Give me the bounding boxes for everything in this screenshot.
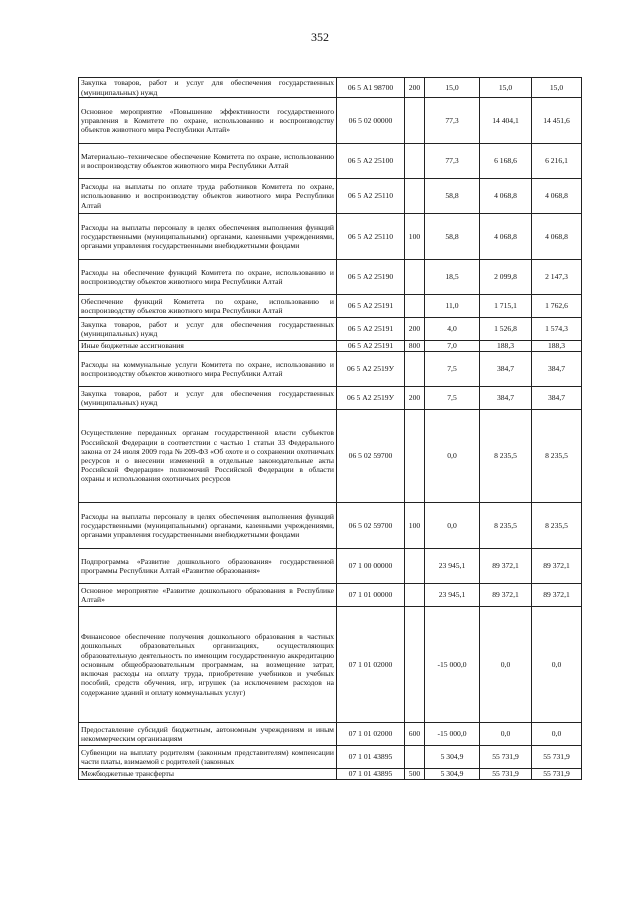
cell-vr: 100 — [405, 214, 425, 260]
cell-csr: 06 5 02 59700 — [337, 410, 405, 503]
budget-table-body — [79, 78, 582, 780]
cell-name: Расходы на выплаты персоналу в целях обеспечения выполнения функций государственными (муниципальными) органами, казенными учреждениями, органами управления государственными внебюджетными фондами — [79, 503, 337, 549]
cell-vr — [405, 746, 425, 769]
cell-v3: 1 574,3 — [532, 318, 582, 341]
cell-vr: 100 — [405, 503, 425, 549]
cell-v2: 89 372,1 — [480, 584, 532, 607]
cell-v2: 4 068,8 — [480, 179, 532, 214]
cell-v1: 58,8 — [425, 214, 480, 260]
cell-vr — [405, 607, 425, 723]
cell-name: Предоставление субсидий бюджетным, автономным учреждениям и иным некоммерческим организациям — [79, 723, 337, 746]
cell-v1: 18,5 — [425, 260, 480, 295]
table-row — [79, 144, 582, 179]
cell-name: Межбюджетные трансферты — [79, 769, 337, 780]
cell-csr: 06 5 А2 25100 — [337, 144, 405, 179]
cell-v1: -15 000,0 — [425, 607, 480, 723]
cell-v2: 6 168,6 — [480, 144, 532, 179]
cell-vr — [405, 410, 425, 503]
cell-vr — [405, 295, 425, 318]
cell-v3: 4 068,8 — [532, 214, 582, 260]
table-row — [79, 214, 582, 260]
cell-csr: 06 5 02 00000 — [337, 98, 405, 144]
cell-csr: 06 5 02 59700 — [337, 503, 405, 549]
cell-csr: 07 1 01 43895 — [337, 769, 405, 780]
cell-v3: 6 216,1 — [532, 144, 582, 179]
cell-v1: 7,5 — [425, 387, 480, 410]
cell-csr: 07 1 01 00000 — [337, 584, 405, 607]
cell-v2: 0,0 — [480, 607, 532, 723]
cell-name: Подпрограмма «Развитие дошкольного образования» государственной программы Республики Алтай «Развитие образования» — [79, 549, 337, 584]
cell-v3: 4 068,8 — [532, 179, 582, 214]
cell-v3: 1 762,6 — [532, 295, 582, 318]
table-row — [79, 318, 582, 341]
table-row — [79, 549, 582, 584]
cell-v1: 5 304,9 — [425, 746, 480, 769]
cell-v1: 58,8 — [425, 179, 480, 214]
cell-name: Основное мероприятие «Повышение эффективности государственного управления в Комитете по охране, использованию и воспроизводству объектов животного мира Республики Алтай» — [79, 98, 337, 144]
cell-v3: 89 372,1 — [532, 584, 582, 607]
cell-v2: 89 372,1 — [480, 549, 532, 584]
cell-vr: 800 — [405, 341, 425, 352]
cell-csr: 06 5 А2 25191 — [337, 318, 405, 341]
cell-v1: -15 000,0 — [425, 723, 480, 746]
cell-csr: 07 1 00 00000 — [337, 549, 405, 584]
cell-vr: 200 — [405, 78, 425, 98]
cell-v3: 55 731,9 — [532, 769, 582, 780]
cell-v2: 15,0 — [480, 78, 532, 98]
cell-vr: 600 — [405, 723, 425, 746]
table-row — [79, 295, 582, 318]
cell-v3: 8 235,5 — [532, 410, 582, 503]
cell-csr: 06 5 А2 25190 — [337, 260, 405, 295]
cell-v2: 0,0 — [480, 723, 532, 746]
cell-v3: 14 451,6 — [532, 98, 582, 144]
cell-vr — [405, 549, 425, 584]
table-row — [79, 746, 582, 769]
cell-v2: 384,7 — [480, 352, 532, 387]
cell-name: Финансовое обеспечение получения дошкольного образования в частных дошкольных образовательных организациях, осуществляющих образовательную деятельность по имеющим государственную аккредитацию основным общеобразовательным программам, на возмещение затрат, включая расходы на оплату труда, приобретение учебников и учебных пособий, средств обучения, игр, игрушек (за исключением расходов на содержание зданий и оплату коммунальных услуг) — [79, 607, 337, 723]
cell-name: Материально–техническое обеспечение Комитета по охране, использованию и воспроизводству объектов животного мира Республики Алтай — [79, 144, 337, 179]
cell-csr: 06 5 А2 25110 — [337, 214, 405, 260]
cell-v3: 0,0 — [532, 607, 582, 723]
cell-v1: 11,0 — [425, 295, 480, 318]
cell-v1: 4,0 — [425, 318, 480, 341]
cell-v3: 384,7 — [532, 352, 582, 387]
table-row — [79, 503, 582, 549]
cell-vr: 500 — [405, 769, 425, 780]
cell-name: Закупка товаров, работ и услуг для обеспечения государственных (муниципальных) нужд — [79, 318, 337, 341]
cell-v2: 2 099,8 — [480, 260, 532, 295]
cell-name: Расходы на выплаты по оплате труда работников Комитета по охране, использованию и воспроизводству объектов животного мира Республики Алтай — [79, 179, 337, 214]
table-row — [79, 723, 582, 746]
cell-name: Иные бюджетные ассигнования — [79, 341, 337, 352]
cell-csr: 07 1 01 02000 — [337, 607, 405, 723]
cell-csr: 07 1 01 43895 — [337, 746, 405, 769]
cell-v3: 55 731,9 — [532, 746, 582, 769]
cell-v1: 23 945,1 — [425, 549, 480, 584]
cell-v3: 2 147,3 — [532, 260, 582, 295]
cell-name: Субвенции на выплату родителям (законным представителям) компенсации части платы, взимаемой с родителей (законных — [79, 746, 337, 769]
cell-name: Закупка товаров, работ и услуг для обеспечения государственных (муниципальных) нужд — [79, 387, 337, 410]
cell-csr: 06 5 А2 25110 — [337, 179, 405, 214]
cell-v2: 4 068,8 — [480, 214, 532, 260]
cell-v3: 8 235,5 — [532, 503, 582, 549]
cell-csr: 06 5 А2 2519У — [337, 352, 405, 387]
cell-v1: 77,3 — [425, 144, 480, 179]
budget-table — [78, 77, 582, 780]
cell-csr: 06 5 А1 98700 — [337, 78, 405, 98]
cell-v1: 23 945,1 — [425, 584, 480, 607]
cell-v3: 384,7 — [532, 387, 582, 410]
cell-csr: 06 5 А2 25191 — [337, 341, 405, 352]
cell-name: Обеспечение функций Комитета по охране, использованию и воспроизводству объектов животного мира Республики Алтай — [79, 295, 337, 318]
table-row — [79, 607, 582, 723]
cell-name: Осуществление переданных органам государственной власти субъектов Российской Федерации в соответствии с частью 1 статьи 33 Федерального закона от 24 июля 2009 года № 209-ФЗ «Об охоте и о сохранении охотничьих ресурсов и о внесении изменений в отдельные законодательные акты Российской Федерации» полномочий Российской Федерации в области охраны и использования охотничьих ресурсов — [79, 410, 337, 503]
cell-v1: 5 304,9 — [425, 769, 480, 780]
cell-vr — [405, 98, 425, 144]
cell-v3: 188,3 — [532, 341, 582, 352]
cell-v3: 15,0 — [532, 78, 582, 98]
table-row — [79, 98, 582, 144]
cell-vr: 200 — [405, 387, 425, 410]
cell-name: Расходы на коммунальные услуги Комитета по охране, использованию и воспроизводству объектов животного мира Республики Алтай — [79, 352, 337, 387]
cell-v2: 384,7 — [480, 387, 532, 410]
cell-v1: 7,5 — [425, 352, 480, 387]
cell-name: Основное мероприятие «Развитие дошкольного образования в Республике Алтай» — [79, 584, 337, 607]
cell-name: Расходы на выплаты персоналу в целях обеспечения выполнения функций государственными (муниципальными) органами, казенными учреждениями, органами управления государственными внебюджетными фондами — [79, 214, 337, 260]
cell-v2: 1 715,1 — [480, 295, 532, 318]
cell-v1: 77,3 — [425, 98, 480, 144]
table-row — [79, 78, 582, 98]
table-row — [79, 341, 582, 352]
cell-v3: 0,0 — [532, 723, 582, 746]
cell-name: Расходы на обеспечение функций Комитета по охране, использованию и воспроизводству объектов животного мира Республики Алтай — [79, 260, 337, 295]
cell-name: Закупка товаров, работ и услуг для обеспечения государственных (муниципальных) нужд — [79, 78, 337, 98]
cell-v2: 55 731,9 — [480, 769, 532, 780]
cell-vr — [405, 260, 425, 295]
cell-v2: 188,3 — [480, 341, 532, 352]
cell-v1: 0,0 — [425, 503, 480, 549]
cell-csr: 06 5 А2 2519У — [337, 387, 405, 410]
cell-v2: 14 404,1 — [480, 98, 532, 144]
cell-v2: 8 235,5 — [480, 503, 532, 549]
cell-vr — [405, 144, 425, 179]
cell-vr: 200 — [405, 318, 425, 341]
table-row — [79, 584, 582, 607]
table-row — [79, 260, 582, 295]
cell-v2: 8 235,5 — [480, 410, 532, 503]
table-row — [79, 410, 582, 503]
cell-vr — [405, 179, 425, 214]
cell-v1: 15,0 — [425, 78, 480, 98]
table-row — [79, 352, 582, 387]
cell-csr: 06 5 А2 25191 — [337, 295, 405, 318]
table-row — [79, 387, 582, 410]
cell-v3: 89 372,1 — [532, 549, 582, 584]
page-number: 352 — [311, 30, 329, 44]
cell-vr — [405, 584, 425, 607]
table-row — [79, 179, 582, 214]
cell-v2: 55 731,9 — [480, 746, 532, 769]
table-row — [79, 769, 582, 780]
cell-v1: 0,0 — [425, 410, 480, 503]
cell-v1: 7,0 — [425, 341, 480, 352]
cell-vr — [405, 352, 425, 387]
cell-csr: 07 1 01 02000 — [337, 723, 405, 746]
cell-v2: 1 526,8 — [480, 318, 532, 341]
